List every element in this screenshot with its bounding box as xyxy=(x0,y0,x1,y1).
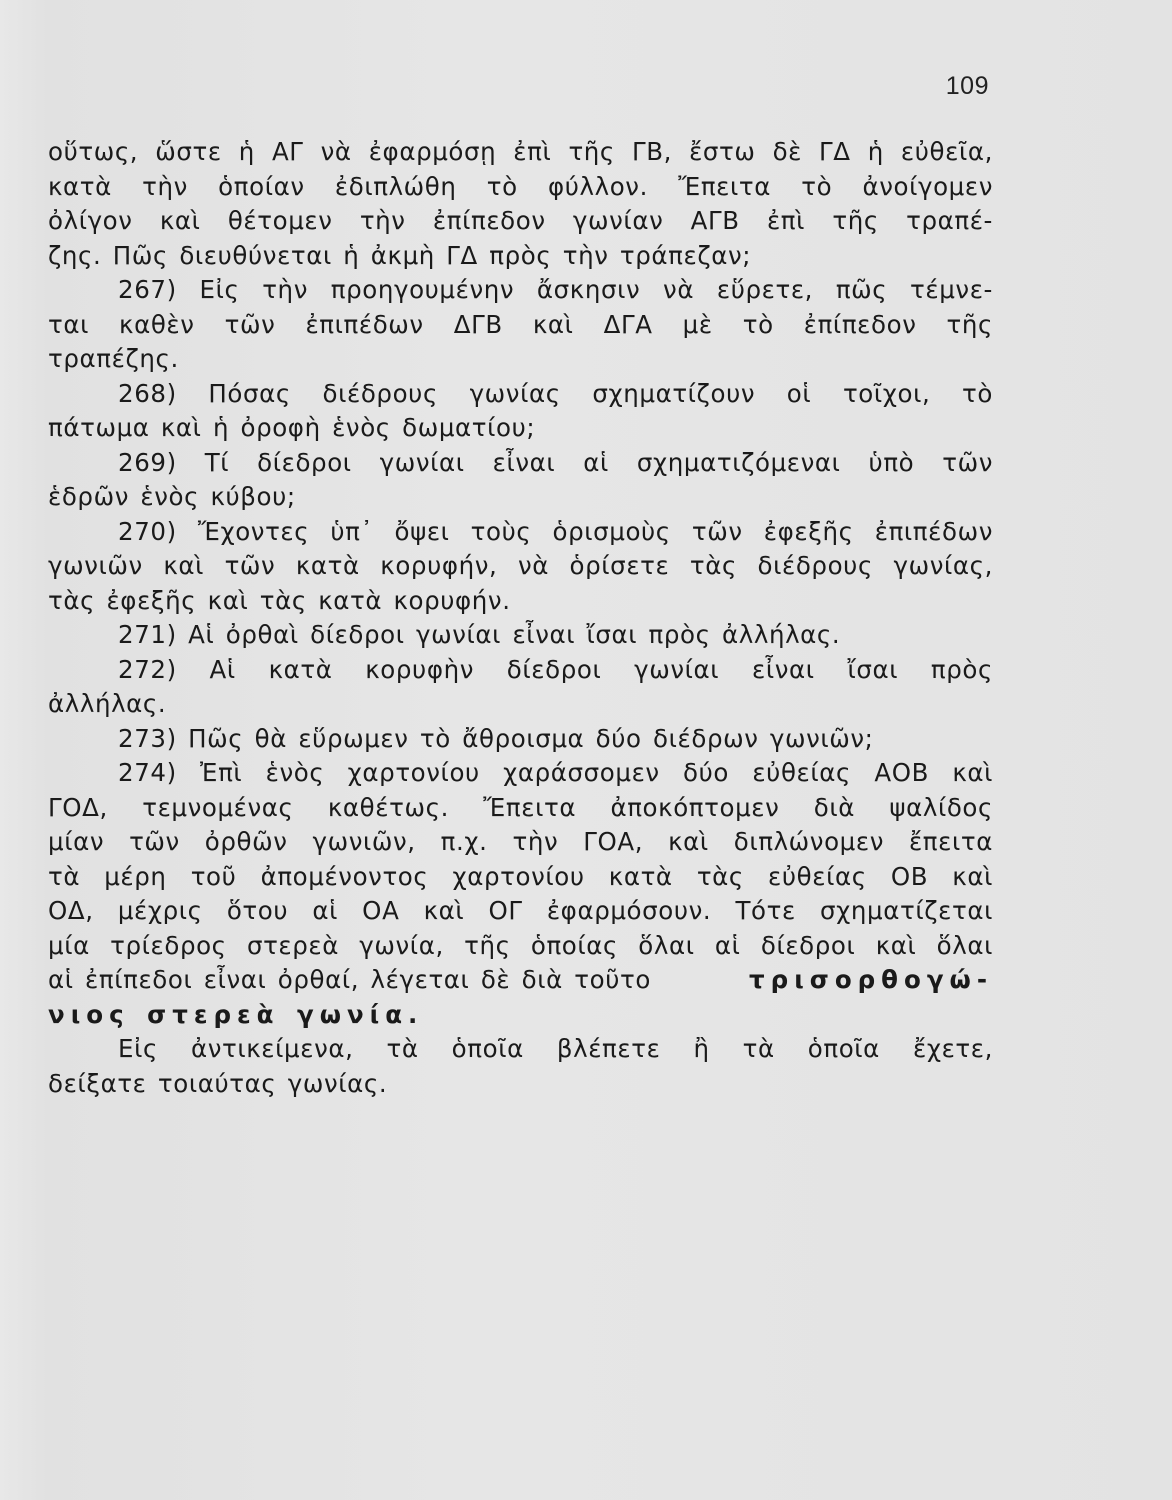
text-line: μία τρίεδρος στερεὰ γωνία, τῆς ὁποίας ὅλαι αἱ δίεδροι καὶ ὅλαι xyxy=(48,930,993,960)
term-highlight: τρισορθογώ- xyxy=(749,965,993,994)
text-line: δείξατε τοιαύτας γωνίας. xyxy=(48,1068,388,1098)
text-line: κατὰ τὴν ὁποίαν ἐδιπλώθη τὸ φύλλον. Ἔπειτα τὸ ἀνοίγομεν xyxy=(48,171,993,201)
text-line: οὕτως, ὥστε ἡ ΑΓ νὰ ἐφαρμόσῃ ἐπὶ τῆς ΓΒ, ἔστω δὲ ΓΔ ἡ εὐθεῖα, xyxy=(48,137,993,166)
text-line: ζης. Πῶς διευθύνεται ἡ ἀκμὴ ΓΔ πρὸς τὴν τράπεζαν; xyxy=(48,240,752,270)
text-line xyxy=(48,963,993,998)
text-line: τὰ μέρη τοῦ ἀπομένοντος χαρτονίου κατὰ τὰς εὐθείας ΟΒ καὶ xyxy=(48,861,993,891)
text-line: πάτωμα καὶ ἡ ὀροφὴ ἑνὸς δωματίου; xyxy=(48,413,536,442)
body-text xyxy=(48,135,993,1101)
text-line: μίαν τῶν ὀρθῶν γωνιῶν, π.χ. τὴν ΓΟΑ, καὶ διπλώνομεν ἔπειτα xyxy=(48,827,993,856)
exercise-273: 273) Πῶς θὰ εὕρωμεν τὸ ἄθροισμα δύο διέδρων γωνιῶν; xyxy=(118,723,874,753)
closing-exercise: Εἰς ἀντικείμενα, τὰ ὁποῖα βλέπετε ἢ τὰ ὁποῖα ἔχετε, xyxy=(118,1034,993,1063)
text-line: ὀλίγον καὶ θέτομεν τὴν ἐπίπεδον γωνίαν ΑΓΒ ἐπὶ τῆς τραπέ- xyxy=(48,206,993,235)
exercise-272: 272) Αἱ κατὰ κορυφὴν δίεδροι γωνίαι εἶναι ἴσαι πρὸς xyxy=(118,654,993,684)
text-line: γωνιῶν καὶ τῶν κατὰ κορυφήν, νὰ ὁρίσετε τὰς διέδρους γωνίας, xyxy=(48,551,993,580)
exercise-268: 268) Πόσας διέδρους γωνίας σχηματίζουν οἱ τοῖχοι, τὸ xyxy=(118,378,993,408)
text-line: ἀλλήλας. xyxy=(48,689,167,718)
term-highlight-continued: νιος στερεὰ γωνία. xyxy=(48,999,424,1029)
text-line: τὰς ἐφεξῆς καὶ τὰς κατὰ κορυφήν. xyxy=(48,585,511,615)
text-line-part: αἱ ἐπίπεδοι εἶναι ὀρθαί, λέγεται δὲ διὰ τοῦτο xyxy=(48,965,651,994)
exercise-269: 269) Τί δίεδροι γωνίαι εἶναι αἱ σχηματιζόμεναι ὑπὸ τῶν xyxy=(118,447,993,477)
text-line: ται καθὲν τῶν ἐπιπέδων ΔΓΒ καὶ ΔΓΑ μὲ τὸ ἐπίπεδον τῆς xyxy=(48,309,993,339)
exercise-274: 274) Ἐπὶ ἑνὸς χαρτονίου χαράσσομεν δύο εὐθείας ΑΟΒ καὶ xyxy=(118,758,993,787)
exercise-267: 267) Εἰς τὴν προηγουμένην ἄσκησιν νὰ εὕρετε, πῶς τέμνε- xyxy=(118,275,993,304)
text-line: ΓΟΔ, τεμνομένας καθέτως. Ἔπειτα ἀποκόπτομεν διὰ ψαλίδος xyxy=(48,792,993,822)
exercise-270: 270) Ἔχοντες ὑπ᾽ ὄψει τοὺς ὁρισμοὺς τῶν ἐφεξῆς ἐπιπέδων xyxy=(118,516,993,546)
page-number: 109 xyxy=(945,72,989,100)
text-line: ΟΔ, μέχρις ὅτου αἱ ΟΑ καὶ ΟΓ ἐφαρμόσουν. Τότε σχηματίζεται xyxy=(48,896,993,925)
text-line: τραπέζης. xyxy=(48,344,179,373)
exercise-271: 271) Αἱ ὀρθαὶ δίεδροι γωνίαι εἶναι ἴσαι πρὸς ἀλλήλας. xyxy=(118,620,841,649)
text-line: ἑδρῶν ἑνὸς κύβου; xyxy=(48,482,296,511)
